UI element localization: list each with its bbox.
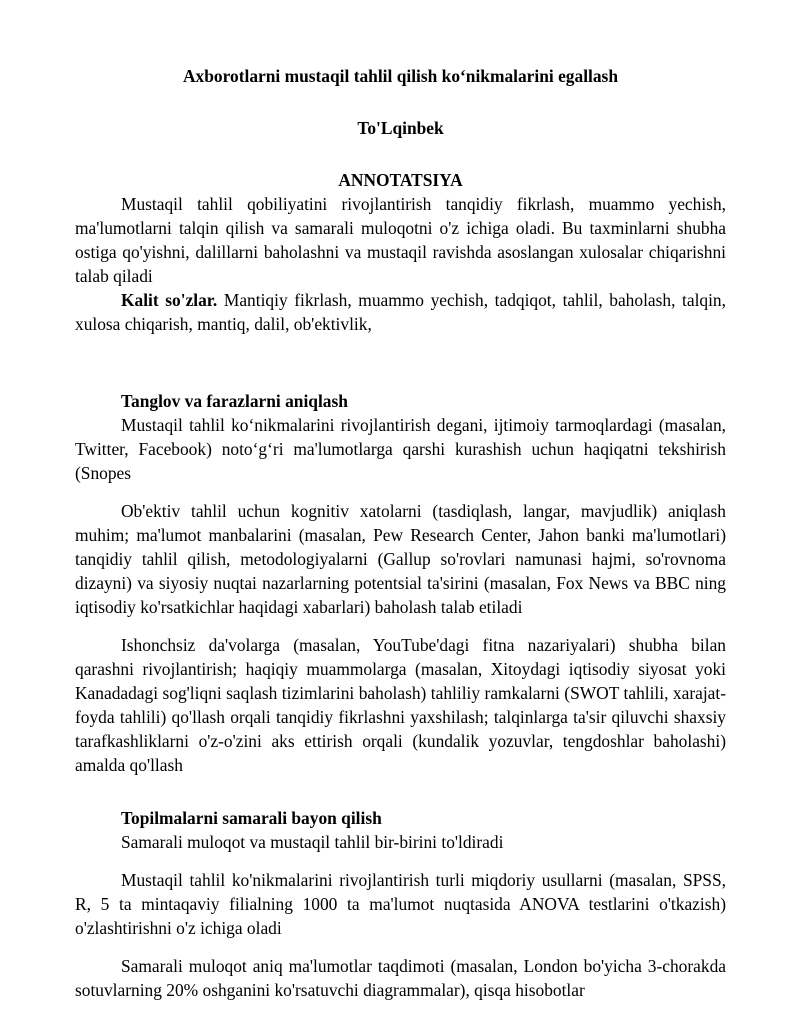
section-2-paragraph-1: Samarali muloqot va mustaqil tahlil bir-birini to'ldiradi — [121, 832, 504, 852]
annotation-heading: ANNOTATSIYA — [338, 170, 463, 190]
section-1-paragraph-1: Mustaqil tahlil ko‘nikmalarini rivojlantirish degani, ijtimoiy tarmoqlardagi (masalan, Twitter, Facebook) noto‘g‘ri ma'lumotlarga qarshi kurashish uchun haqiqatni tekshirish (Snopes — [75, 415, 726, 483]
keywords-paragraph — [75, 288, 726, 336]
document-title: Axborotlarni mustaqil tahlil qilish ko‘nikmalarini egallash — [182, 66, 618, 86]
section-2-paragraph-3: Samarali muloqot aniq ma'lumotlar taqdimoti (masalan, London bo'yicha 3-chorakda sotuvlarning 20% oshganini ko'rsatuvchi diagrammalar), qisqa hisobotlar — [75, 956, 726, 1000]
document-author: To'Lqinbek — [357, 118, 444, 138]
document-page — [75, 64, 726, 1002]
keywords-text: Mantiqiy fikrlash, muammo yechish, tadqiqot, tahlil, baholash, talqin, xulosa chiqarish, mantiq, dalil, ob'ektivlik, — [75, 290, 726, 334]
section-1-paragraph-2: Ob'ektiv tahlil uchun kognitiv xatolarni (tasdiqlash, langar, mavjudlik) aniqlash muhim; ma'lumot manbalarini (masalan, Pew Research Center, Jahon banki ma'lumotlari) tanqidiy tahlil qilish, metodologiyalarni (Gallup so'rovlari namunasi hajmi, so'rovnoma dizayni) va siyosiy nuqtai nazarlarning potentsial ta'sirini (masalan, Fox News va BBC ning iqtisodiy ko'rsatkichlar haqidagi xabarlari) baholash talab etiladi — [75, 501, 726, 617]
section-heading-findings: Topilmalarni samarali bayon qilish — [121, 808, 382, 828]
section-1-paragraph-3: Ishonchsiz da'volarga (masalan, YouTube'dagi fitna nazariyalari) shubha bilan qarashni rivojlantirish; haqiqiy muammolarga (masalan, Xitoydagi iqtisodiy siyosat yoki Kanadadagi sog'liqni saqlash tizimlarini baholash) tahliliy ramkalarni (SWOT tahlili, xarajat-foyda tahlili) qo'llash orqali tanqidiy fikrlashni yaxshilash; talqinlarga ta'sir qiluvchi shaxsiy tarafkashliklarni o'z-o'zini aks ettirish orqali (kundalik yozuvlar, tengdoshlar baholashi) amalda qo'llash — [75, 635, 726, 775]
keywords-label: Kalit so'zlar. — [121, 290, 218, 310]
annotation-paragraph: Mustaqil tahlil qobiliyatini rivojlantirish tanqidiy fikrlash, muammo yechish, ma'lumotlarni talqin qilish va samarali muloqotni o'z ichiga oladi. Bu taxminlarni shubha ostiga qo'yishni, dalillarni baholashni va mustaqil ravishda asoslangan xulosalar chiqarishni talab qiladi — [75, 194, 726, 286]
section-2-paragraph-2: Mustaqil tahlil ko'nikmalarini rivojlantirish turli miqdoriy usullarni (masalan, SPSS, R, 5 ta mintaqaviy filialning 1000 ta ma'lumot nuqtasida ANOVA testlarini o'tkazish) o'zlashtirishni o'z ichiga oladi — [75, 870, 726, 938]
section-heading-hypotheses: Tanglov va farazlarni aniqlash — [121, 391, 348, 411]
